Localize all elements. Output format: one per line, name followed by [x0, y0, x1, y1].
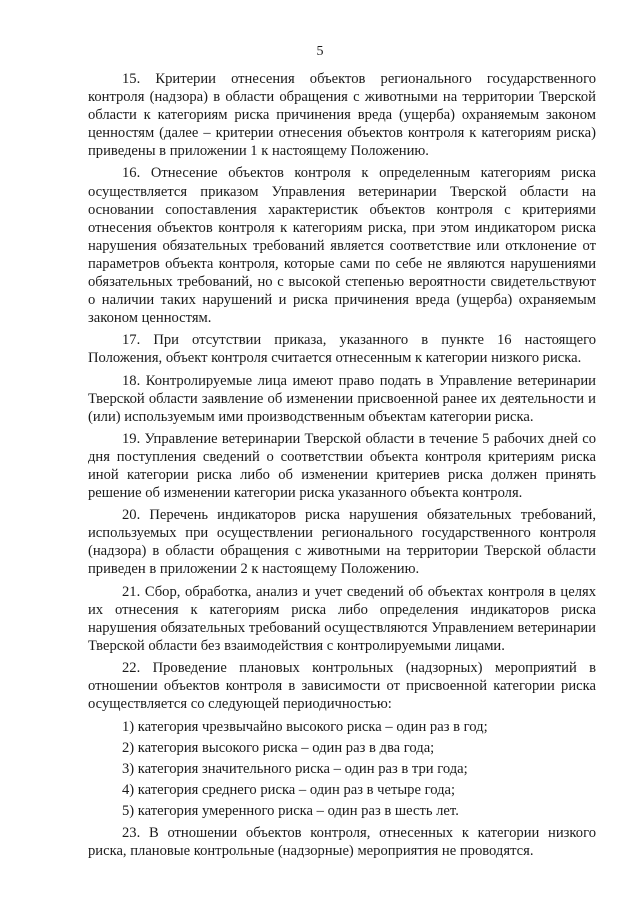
document-body [88, 70, 596, 864]
list-item: 5) категория умеренного риска – один раз в шесть лет. [122, 803, 459, 820]
list-item: 2) категория высокого риска – один раз в два года; [122, 740, 435, 757]
list-item: 3) категория значительного риска – один раз в три года; [122, 761, 468, 778]
paragraph-17: 17. При отсутствии приказа, указанного в пункте 16 настоящего Положения, объект контроля считается отнесенным к категории низкого риска. [88, 332, 596, 367]
risk-category-list [88, 717, 596, 822]
list-item: 1) категория чрезвычайно высокого риска – один раз в год; [122, 719, 488, 736]
page-number: 5 [316, 44, 324, 59]
paragraph-18: 18. Контролируемые лица имеют право подать в Управление ветеринарии Тверской области заявление об изменении присвоенной ранее их деятельности и (или) используемым ими производственным объектам категории риска. [88, 372, 596, 425]
paragraph-16: 16. Отнесение объектов контроля к определенным категориям риска осуществляется приказом Управления ветеринарии Тверской области на основании сопоставления характеристик объектов контроля с критериями отнесения объектов контроля к категориям риска, при этом индикатором риска нарушения обязательных требований является соответствие или отклонение от параметров объекта контроля, которые сами по себе не являются нарушениями обязательных требований, но с высокой степенью вероятности свидетельствуют о наличии таких нарушений и риска причинения вреда (ущерба) охраняемым законом ценностям. [88, 165, 596, 327]
paragraph-19: 19. Управление ветеринарии Тверской области в течение 5 рабочих дней со дня поступления сведений о соответствии объекта контроля критериям риска иной категории риска либо об изменении критериев риска должен принять решение об изменении категории риска указанного объекта контроля. [88, 430, 596, 502]
paragraph-23: 23. В отношении объектов контроля, отнесенных к категории низкого риска, плановые контрольные (надзорные) мероприятия не проводятся. [88, 825, 596, 860]
paragraph-15: 15. Критерии отнесения объектов регионального государственного контроля (надзора) в области обращения с животными на территории Тверской области к категориям риска причинения вреда (ущерба) охраняемым законом ценностям (далее – критерии отнесения объектов контроля к категориям риска) приведены в приложении 1 к настоящему Положению. [88, 71, 596, 160]
paragraph-21: 21. Сбор, обработка, анализ и учет сведений об объектах контроля в целях их отнесения к категориям риска либо определения индикаторов риска нарушения обязательных требований осуществляются Управлением ветеринарии Тверской области без взаимодействия с контролируемыми лицами. [88, 583, 596, 654]
paragraph-22: 22. Проведение плановых контрольных (надзорных) мероприятий в отношении объектов контроля в зависимости от присвоенной категории риска осуществляется со следующей периодичностью: [88, 659, 596, 713]
paragraph-20: 20. Перечень индикаторов риска нарушения обязательных требований, используемых при осуществлении регионального государственного контроля (надзора) в области обращения с животными на территории Тверской области приведен в приложении 2 к настоящему Положению. [88, 507, 596, 578]
list-item: 4) категория среднего риска – один раз в четыре года; [122, 782, 456, 799]
